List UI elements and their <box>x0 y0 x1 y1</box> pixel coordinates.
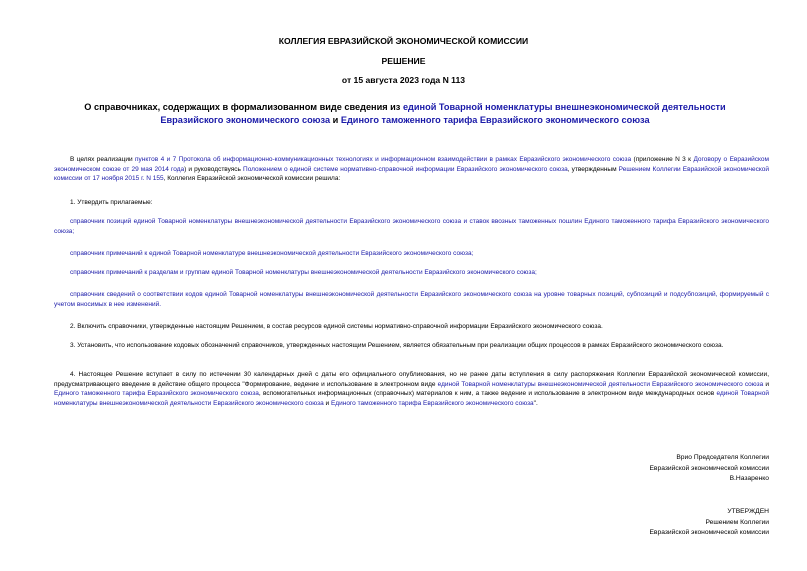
signature-organization: Евразийской экономической комиссии <box>649 464 769 472</box>
item-3-text: 3. Установить, что использование кодовых обозначений справочников, утвержденных настоящим Решением, является обязательным при реализации общих процессов в рамках Евразийского экономического союза. <box>70 342 724 349</box>
preamble-text-5: , Коллегия Евразийской экономической комиссии решила: <box>163 175 341 183</box>
preamble-text-4: , утвержденным <box>567 165 619 173</box>
preamble-paragraph <box>54 155 769 184</box>
item-2-text: 2. Включить справочники, утвержденные настоящим Решением, в состав ресурсов единой системы нормативно-справочной информации Евразийского экономического союза. <box>70 323 603 330</box>
reference-2-paragraph <box>54 249 769 259</box>
approval-by: Решением Коллегии <box>705 518 769 526</box>
item-4-text-3: , вспомогательных информационных (справочных) материалов к ним, а также ведение и использование в электронном виде международных основ <box>258 390 717 398</box>
item-4-link-tnved-2[interactable]: единой Товарной номенклатуры внешнеэкономической деятельности Евразийского экономического союза <box>54 390 769 407</box>
item-1-text: 1. Утвердить прилагаемые: <box>70 199 153 206</box>
item-4-link-tnved-1[interactable]: единой Товарной номенклатуры внешнеэкономической деятельности Евразийского экономического союза <box>437 380 764 388</box>
item-3-paragraph <box>54 341 769 351</box>
date-number-heading: от 15 августа 2023 года N 113 <box>341 75 466 85</box>
reference-4-link[interactable]: справочник сведений о соответствии кодов единой Товарной номенклатуры внешнеэкономической деятельности Евразийского экономического союза на уровне товарных позиций, субпозиций и подсубпозиций, формируемый с учетом вносимых в нее изменений. <box>54 291 769 308</box>
item-4-link-tariff-2[interactable]: Единого таможенного тарифа Евразийского экономического союза <box>330 399 534 407</box>
title-text-1: О справочниках, содержащих в формализованном виде сведения из <box>84 102 403 112</box>
reference-4-paragraph <box>54 290 769 309</box>
reference-3-link[interactable]: справочник примечаний к разделам и группам единой Товарной номенклатуры внешнеэкономической деятельности Евразийского экономического союза; <box>70 269 537 276</box>
item-4-text-4: и <box>323 399 331 407</box>
approval-block <box>649 507 769 539</box>
preamble-link-treaty[interactable]: Договору о Евразийском экономическом союзе от 29 мая 2014 года <box>54 156 770 173</box>
preamble-link-protocol[interactable]: пунктов 4 и 7 Протокола об информационно-коммуникационных технологиях и информационном взаимодействии в рамках Евразийского экономического союза <box>134 156 632 163</box>
item-4-text-2: и <box>763 380 769 388</box>
item-4-text-1: 4. Настоящее Решение вступает в силу по истечении 30 календарных дней с даты его официального опубликования, но не ранее даты вступления в силу распоряжения Коллегии Евразийской экономической комиссии, предусматривающего введение в действие общего процесса "Формирование, ведение и использование в электронном виде <box>54 371 769 388</box>
title-link-tariff[interactable]: Единого таможенного тарифа Евразийского экономического союза <box>340 115 650 125</box>
preamble-link-regulation[interactable]: Положением о единой системе нормативно-справочной информации Евразийского экономического союза <box>243 165 568 173</box>
item-4-paragraph <box>54 370 769 408</box>
item-4-text-5: ". <box>533 399 538 407</box>
reference-3-paragraph <box>54 268 769 278</box>
preamble-link-decision[interactable]: Решением Коллегии Евразийской экономической комиссии от 17 ноября 2015 г. N 155 <box>54 165 769 183</box>
doc-type-heading: РЕШЕНИЕ <box>381 56 426 66</box>
item-2-paragraph <box>54 322 769 332</box>
signature-block <box>649 453 769 485</box>
item-1-paragraph <box>54 198 769 208</box>
title-link-tnved[interactable]: единой Товарной номенклатуры внешнеэкономической деятельности Евразийского экономического союза <box>160 102 726 125</box>
preamble-text-3: ) и руководствуясь <box>184 165 244 173</box>
signature-name: В.Назаренко <box>729 475 769 482</box>
reference-1-paragraph <box>54 217 769 236</box>
item-4-link-tariff-1[interactable]: Единого таможенного тарифа Евразийского экономического союза <box>54 390 259 398</box>
title-text-2: и <box>330 115 341 125</box>
document-title <box>60 101 750 127</box>
signature-position: Врио Председателя Коллегии <box>676 454 769 461</box>
org-heading: КОЛЛЕГИЯ ЕВРАЗИЙСКОЙ ЭКОНОМИЧЕСКОЙ КОМИССИИ <box>278 36 529 46</box>
approval-title: УТВЕРЖДЕН <box>727 508 769 515</box>
preamble-text-2: (приложение N 3 к <box>631 156 694 163</box>
preamble-text-1: В целях реализации <box>70 156 135 163</box>
reference-2-link[interactable]: справочник примечаний к единой Товарной номенклатуре внешнеэкономической деятельности Евразийского экономического союза; <box>70 250 474 257</box>
approval-organization: Евразийской экономической комиссии <box>649 529 769 536</box>
reference-1-link[interactable]: справочник позиций единой Товарной номенклатуры внешнеэкономической деятельности Евразийского экономического союза и ставок ввозных таможенных пошлин Единого таможенного тарифа Евразийского экономического союза; <box>54 218 769 235</box>
